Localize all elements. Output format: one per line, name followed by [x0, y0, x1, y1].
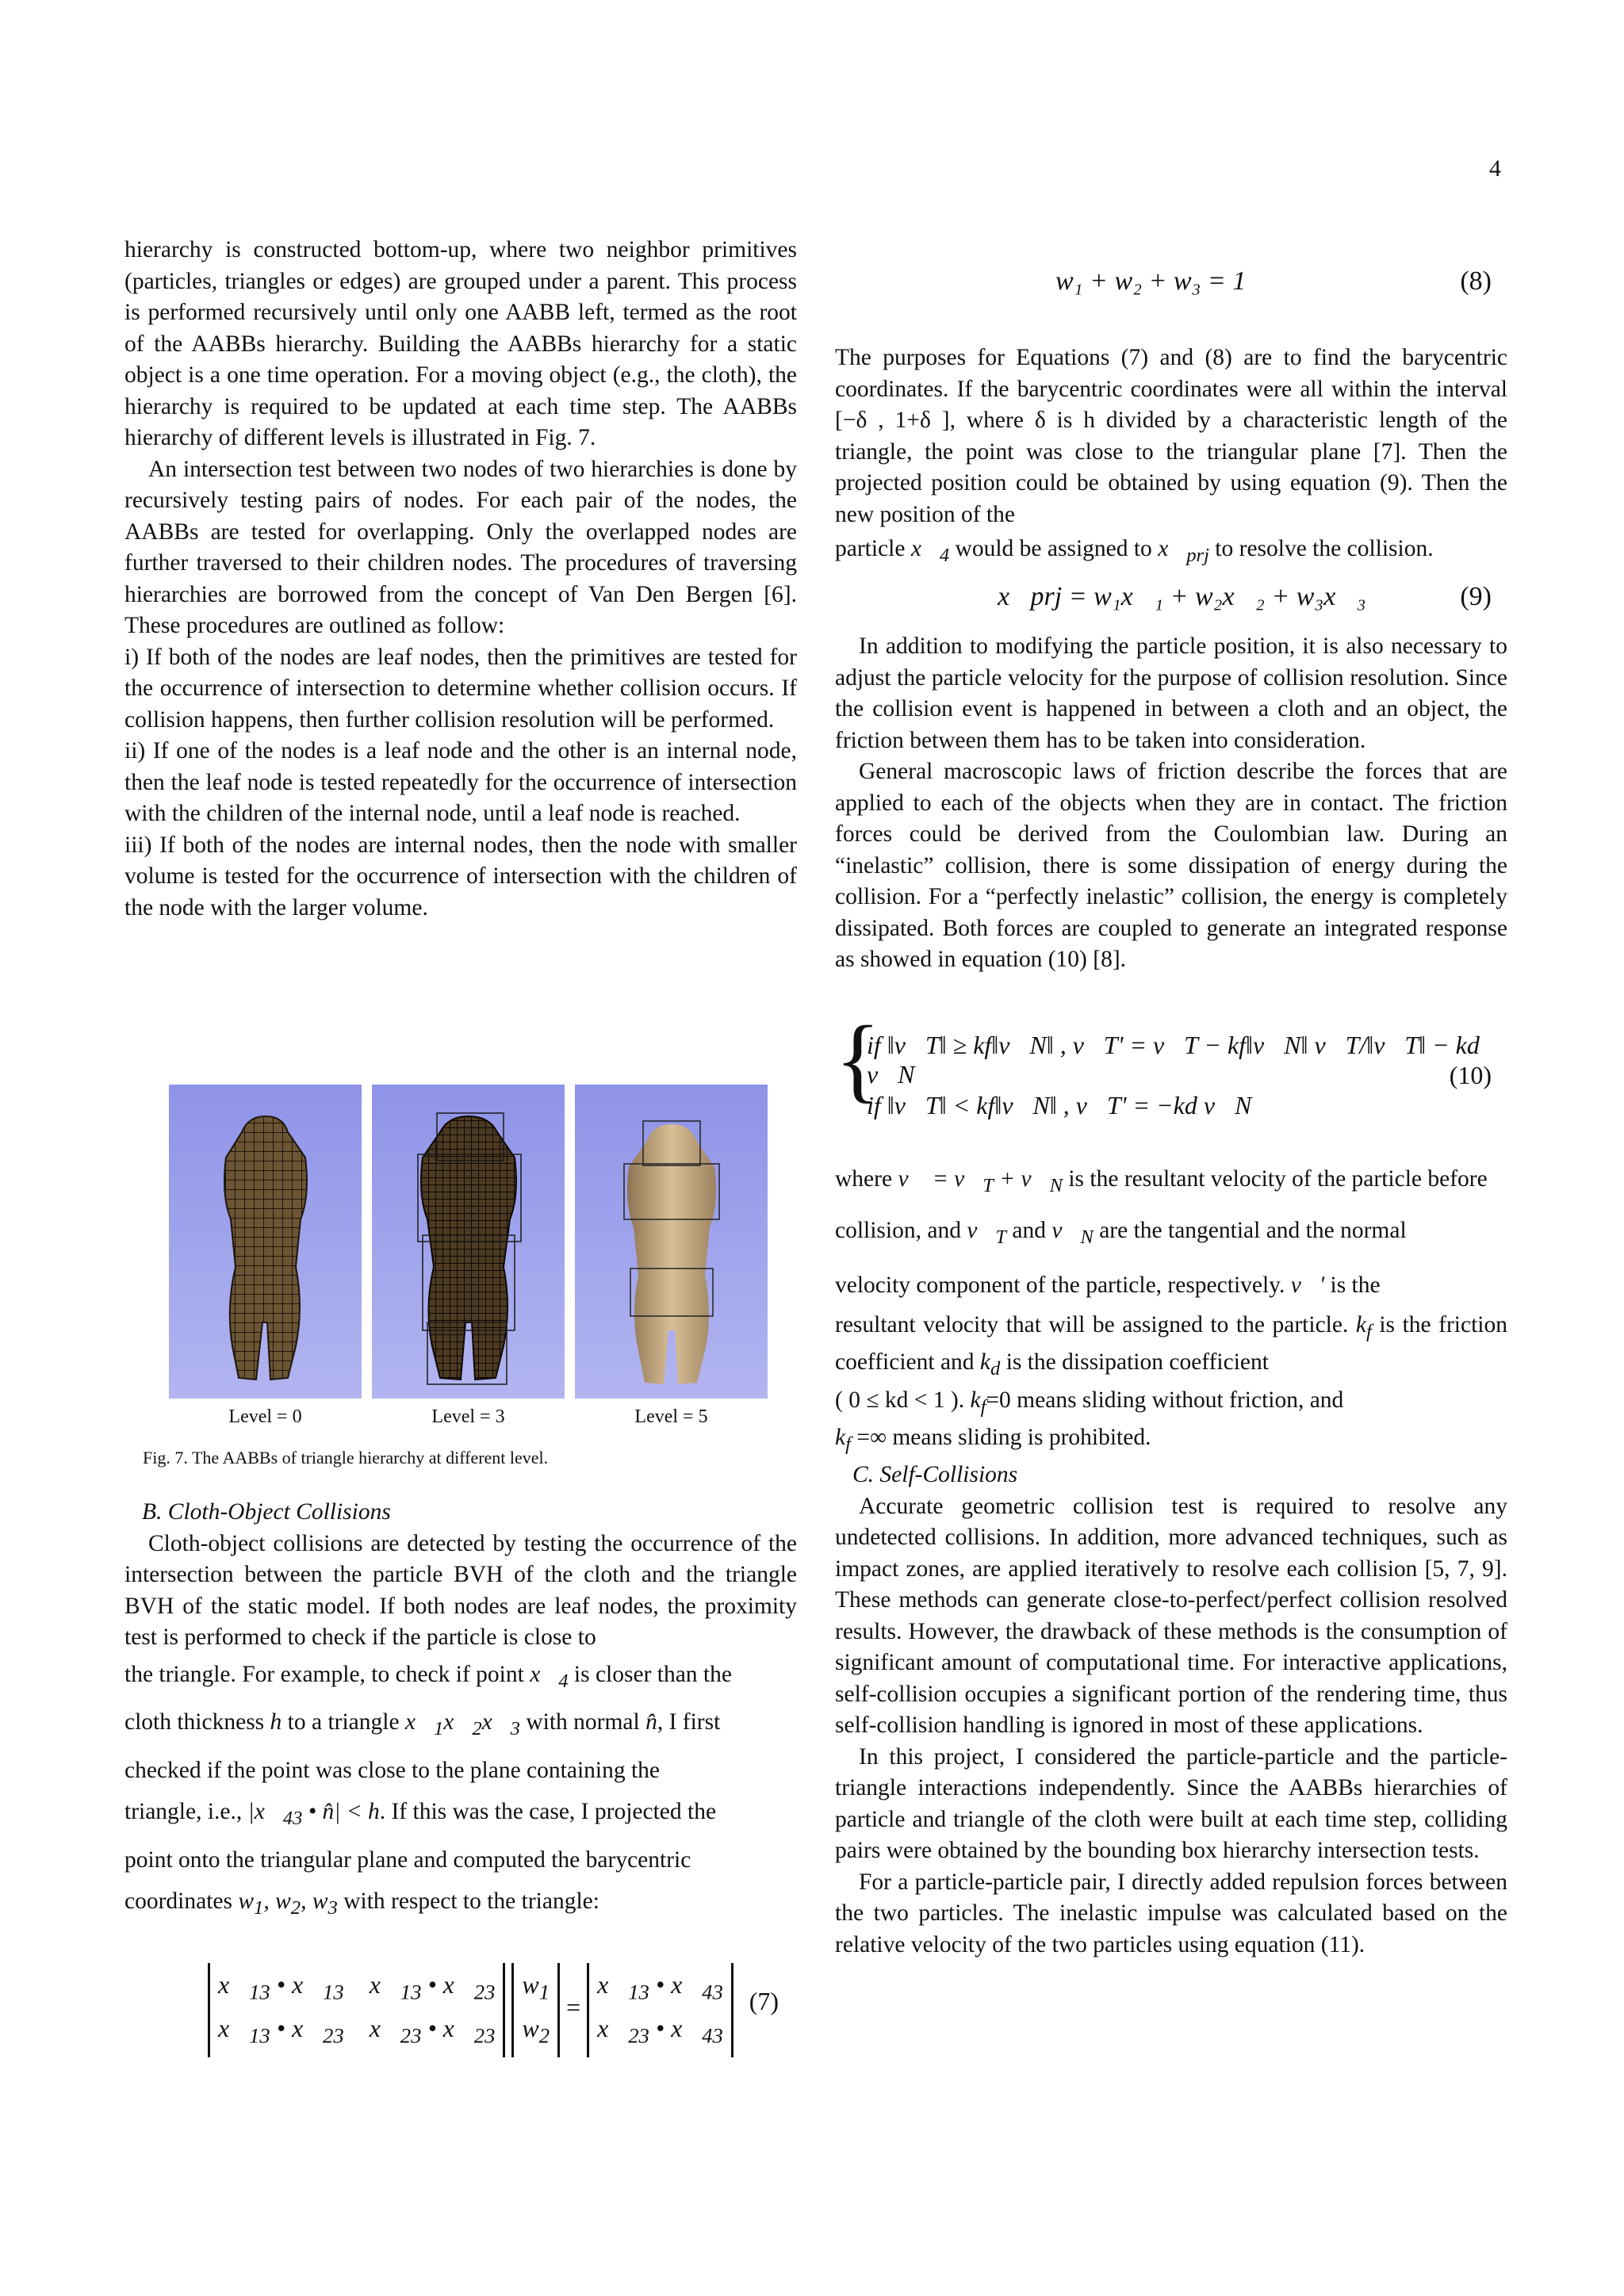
paragraph-line: the triangle. For example, to check if point $x⃗_4$ is closer than the	[124, 1661, 732, 1692]
paragraph: The purposes for Equations (7) and (8) are to find the barycentric coordinates. If the barycentric coordinates were all within the interval [−δ , 1+δ ], where δ is h divided by a characteristic length of the triangle, the point was close to the triangular plane [7]. Then the projected position could be obtained by using equation (9). Then the new position of the	[835, 345, 1507, 527]
math-x4: $x⃗_4$	[530, 1661, 569, 1692]
figure-caption: Fig. 7. The AABBs of triangle hierarchy at different level.	[143, 1448, 549, 1468]
paragraph-line: cloth thickness h to a triangle $x⃗_1x⃗_2x⃗_3$ with normal n̂, I first	[124, 1709, 721, 1740]
equation-number: (7)	[749, 1987, 779, 2015]
math-triangle: $x⃗_1x⃗_2x⃗_3$	[404, 1709, 520, 1740]
equation-number: (10)	[1449, 1061, 1492, 1089]
list-item: i) If both of the nodes are leaf nodes, then the primitives are tested for the occurrence of intersection to determine whether collision occurs. If collision happens, then further collision resolution will be performed.	[124, 644, 797, 733]
figure-label-level-0: Level = 0	[228, 1406, 302, 1427]
paragraph: In addition to modifying the particle position, it is also necessary to adjust the particle velocity for the purpose of collision resolution. Since the collision event is happened in between a cloth and an object, the friction between them has to be taken into consideration.	[835, 633, 1507, 753]
paragraph-line: collision, and $v⃗_T$ and $v⃗_N$ are the tangential and the normal	[835, 1217, 1407, 1248]
figure-7	[169, 1085, 768, 1425]
paragraph: Accurate geometric collision test is required to resolve any undetected collisions. In addition, more advanced techniques, such as impact zones, are applied iteratively to resolve each collision [5, 7, 9]. These methods can generate close-to-perfect/perfect collision resolved results. However, the drawback of these methods is the consumption of significant amount of computational time. For interactive applications, self-collision occupies a significant portion of the rendering time, thus self-collision handling is ignored in most of these applications.	[835, 1493, 1507, 1739]
left-column	[124, 235, 797, 924]
paragraph-line: where v⃗ = $v⃗_T$ + $v⃗_N$ is the resultant velocity of the particle before	[835, 1166, 1488, 1196]
equation-10-line-1: if ‖v⃗T‖ ≥ kf‖v⃗N‖ , v⃗T' = v⃗T − kf‖v⃗N‖ v⃗T/‖v⃗T‖ − kd v⃗N	[867, 1031, 1480, 1089]
right-column-lower	[835, 1158, 1507, 1961]
equation-10: { if ‖v⃗T‖ ≥ kf‖v⃗N‖ , v⃗T' = v⃗T − kf‖v⃗N‖ v⃗T/‖v⃗T‖ − kd v⃗N if ‖v⃗T‖ < kf‖v⃗N‖ , v⃗T' = −kd v⃗N (10)	[835, 1008, 1507, 1135]
equation-number: (8)	[1460, 266, 1492, 296]
math-xprj: $x⃗_{prj}$	[1158, 536, 1209, 566]
equation-9	[835, 582, 1507, 622]
figure-label-level-3: Level = 3	[431, 1406, 505, 1427]
equation-7: $x⃗_{13}$ • $x⃗_{13}$ $x⃗_{13}$ • $x⃗_{23}$ $x⃗_{13}$ • $x⃗_{23}$ $x⃗_{23}$ • $x⃗_{23}$ $w_1$ $w_2$ = $x⃗_{13}$ • $x⃗_{43}$ $x⃗_{23}$ • $x⃗_{43}$ (7)	[208, 1963, 795, 2050]
paragraph-line: ( 0 ≤ kd < 1 ). $k_f=0$ means sliding without friction, and	[835, 1387, 1344, 1418]
paragraph-line: velocity component of the particle, respectively. v⃗' is the	[835, 1272, 1381, 1298]
page-number: 4	[1489, 155, 1501, 182]
math-proximity: $|x⃗_{43}$ • n̂| < h	[247, 1799, 380, 1830]
math-v: v⃗ = $v⃗_T$ + $v⃗_N$	[898, 1166, 1063, 1196]
paragraph-line: $k_f$ =∞ means sliding is prohibited.	[835, 1424, 1151, 1455]
equation-8	[835, 266, 1507, 306]
math-x4: $x⃗_4$	[910, 536, 950, 566]
equation-8-body: w₁ + w₂ + w₃ = 1	[1055, 266, 1247, 296]
section-heading-b: B. Cloth-Object Collisions	[142, 1499, 391, 1525]
left-column-lower	[124, 1497, 797, 1929]
section-heading-c: C. Self-Collisions	[852, 1462, 1018, 1488]
paragraph-line: checked if the point was close to the plane containing the	[124, 1758, 660, 1784]
list-item: ii) If one of the nodes is a leaf node and the other is an internal node, then the leaf node is tested repeatedly for the occurrence of intersection with the children of the internal node, until a leaf node is reached.	[124, 738, 797, 826]
paragraph-line: point onto the triangular plane and computed the barycentric	[124, 1847, 691, 1873]
paragraph: For a particle-particle pair, I directly added repulsion forces between the two particles. The inelastic impulse was calculated based on the relative velocity of the two particles using equation (11).	[835, 1869, 1507, 1957]
paragraph: Cloth-object collisions are detected by testing the occurrence of the intersection between the particle BVH of the cloth and the triangle BVH of the static model. If both nodes are leaf nodes, the proximity test is performed to check if the particle is close to	[124, 1530, 797, 1650]
paragraph-line: coordinates $w_1$, $w_2$, $w_3$ with respect to the triangle:	[124, 1888, 599, 1919]
figure-panel-level-3	[372, 1085, 565, 1399]
paragraph: hierarchy is constructed bottom-up, where two neighbor primitives (particles, triangles or edges) are grouped under a parent. This process is performed recursively until only one AABB left, termed as the root of the AABBs hierarchy. Building the AABBs hierarchy for a static object is a one time operation. For a moving object (e.g., the cloth), the hierarchy is required to be updated at each time step. The AABBs hierarchy of different levels is illustrated in Fig. 7.	[124, 237, 797, 450]
paragraph: In this project, I considered the particle-particle and the particle-triangle interactions independently. Since the AABBs hierarchies of particle and triangle of the cloth were built at each time step, colliding pairs were obtained by the bounding box hierarchy intersection tests.	[835, 1743, 1507, 1864]
math-weights: $w_1$, $w_2$, $w_3$	[238, 1888, 338, 1919]
paragraph-line: resultant velocity that will be assigned to the particle. $k_f$ is the friction coefficient and $k_d$ is the dissipation coefficient	[835, 1311, 1507, 1380]
right-column-mid	[835, 631, 1507, 976]
paragraph-line: particle $x⃗_4$ would be assigned to $x⃗_{prj}$ to resolve the collision.	[835, 536, 1434, 566]
equation-9-body: x⃗prj = w₁x⃗₁ + w₂x⃗₂ + w₃x⃗₃	[998, 582, 1366, 611]
paragraph: General macroscopic laws of friction describe the forces that are applied to each of the objects when they are in contact. The friction forces could be derived from the Coulombian law. During an “inelastic” collision, there is some dissipation of energy during the collision. For a “perfectly inelastic” collision, the energy is completely dissipated. Both forces are coupled to generate an integrated response as showed in equation (10) [8].	[835, 759, 1507, 972]
equation-10-line-2: if ‖v⃗T‖ < kf‖v⃗N‖ , v⃗T' = −kd v⃗N	[867, 1091, 1252, 1119]
list-item: iii) If both of the nodes are internal nodes, then the node with smaller volume is tested for the occurrence of intersection with the children of the node with the larger volume.	[124, 832, 797, 920]
figure-panel-level-5	[575, 1085, 768, 1399]
figure-panel-level-0	[169, 1085, 362, 1399]
figure-label-level-5: Level = 5	[634, 1406, 708, 1427]
paragraph-line: triangle, i.e., $|x⃗_{43}$ • n̂| < h. If this was the case, I projected the	[124, 1799, 717, 1830]
right-column	[835, 342, 1507, 574]
paragraph: An intersection test between two nodes of two hierarchies is done by recursively testing pairs of nodes. For each pair of the nodes, the AABBs are tested for overlapping. Only the overlapped nodes are further traversed to their children nodes. The procedures of traversing hierarchies are borrowed from the concept of Van Den Bergen [6]. These procedures are outlined as follow:	[124, 456, 797, 638]
equation-number: (9)	[1460, 582, 1492, 611]
